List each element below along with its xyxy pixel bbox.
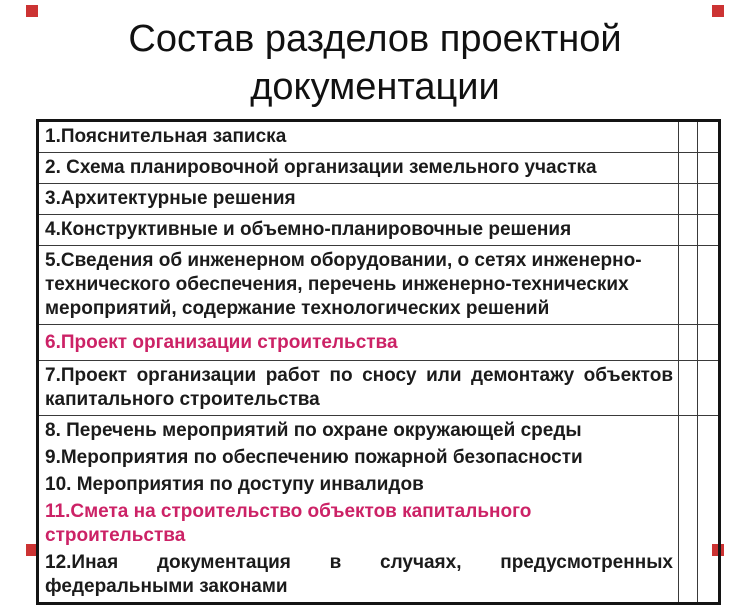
slide-title-text: Состав разделов проектной документации [128, 18, 622, 108]
section-text: 7.Проект организации работ по сносу или демонтажу объектов капитального строительства [45, 365, 673, 410]
section-text: 9.Мероприятия по обеспечению пожарной безопасности [45, 447, 583, 468]
section-cell [38, 153, 679, 184]
table-row [38, 215, 720, 246]
empty-mark-cell [698, 153, 720, 184]
empty-mark-cell [698, 121, 720, 153]
section-text: 4.Конструктивные и объемно-планировочные решения [45, 219, 572, 240]
section-text-accent: 6.Проект организации строительства [45, 332, 398, 353]
table-row [38, 361, 720, 416]
table-row [38, 153, 720, 184]
table-row [38, 121, 720, 153]
documentation-sections-table [36, 119, 721, 605]
table-row [38, 246, 720, 325]
table-row [38, 416, 720, 604]
section-cell [38, 325, 679, 361]
section-text: 3.Архитектурные решения [45, 188, 296, 209]
section-text: 1.Пояснительная записка [45, 126, 287, 147]
empty-mark-cell [698, 215, 720, 246]
documentation-table-body [38, 121, 720, 604]
empty-mark-cell [679, 153, 698, 184]
section-cell [38, 184, 679, 215]
section-cell [38, 361, 679, 416]
empty-mark-cell [698, 325, 720, 361]
empty-mark-cell [698, 416, 720, 604]
section-text: 12.Иная документация в случаях, предусмотренных федеральными законами [45, 552, 673, 597]
empty-mark-cell [679, 416, 698, 604]
section-cell [38, 215, 679, 246]
empty-mark-cell [679, 215, 698, 246]
section-text: 2. Схема планировочной организации земельного участка [45, 157, 597, 178]
section-cell [38, 246, 679, 325]
table-row [38, 184, 720, 215]
table-row [38, 325, 720, 361]
slide-title [0, 16, 750, 111]
section-text: 8. Перечень мероприятий по охране окружающей среды [45, 420, 582, 441]
empty-mark-cell [698, 246, 720, 325]
empty-mark-cell [679, 361, 698, 416]
section-cell [38, 121, 679, 153]
section-text: 10. Мероприятия по доступу инвалидов [45, 474, 424, 495]
empty-mark-cell [679, 246, 698, 325]
section-text: 5.Сведения об инженерном оборудовании, о сетях инженерно-технического обеспечения, перечень инженерно-технических мероприятий, содержание технологических решений [45, 250, 642, 319]
empty-mark-cell [698, 184, 720, 215]
empty-mark-cell [679, 184, 698, 215]
section-cell [38, 416, 679, 604]
empty-mark-cell [679, 325, 698, 361]
empty-mark-cell [679, 121, 698, 153]
empty-mark-cell [698, 361, 720, 416]
section-text-accent: 11.Смета на строительство объектов капитального строительства [45, 501, 532, 546]
